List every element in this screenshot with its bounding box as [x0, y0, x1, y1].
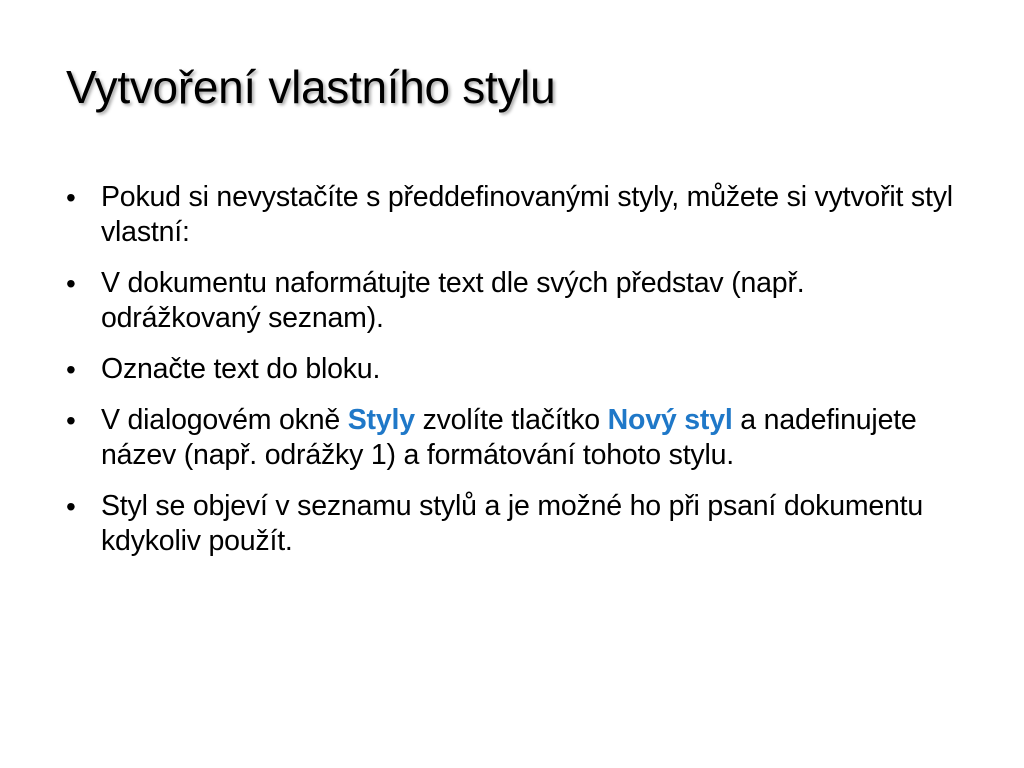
list-item: [66, 180, 966, 250]
bullet-text: Styl se objeví v seznamu stylů a je možné ho při psaní dokumentu kdykoliv použít.: [101, 490, 924, 557]
list-item: [66, 266, 966, 336]
list-item: [66, 489, 966, 559]
bullet-text-part: zvolíte tlačítko: [414, 404, 608, 436]
bullet-icon: •: [66, 268, 76, 299]
bullet-icon: •: [66, 491, 76, 522]
bullet-text-part: V dialogovém okně: [101, 404, 348, 436]
bullet-text: V dokumentu naformátujte text dle svých představ (např. odrážkovaný seznam).: [101, 267, 805, 334]
bullet-icon: •: [66, 405, 76, 436]
bullet-list: [66, 180, 966, 575]
slide-title: Vytvoření vlastního stylu: [66, 61, 556, 113]
bullet-text: Pokud si nevystačíte s předdefinovanými styly, můžete si vytvořit styl vlastní:: [101, 181, 953, 248]
list-item: [66, 352, 966, 387]
highlight-novy-styl: Nový styl: [607, 404, 733, 436]
bullet-icon: •: [66, 354, 76, 385]
list-item: [66, 403, 966, 473]
bullet-icon: •: [66, 182, 76, 213]
bullet-text-part: a nadefinujete název (např. odrážky 1) a formátování tohoto stylu.: [101, 404, 917, 471]
bullet-text: Označte text do bloku.: [101, 353, 381, 385]
highlight-styly: Styly: [347, 404, 415, 436]
